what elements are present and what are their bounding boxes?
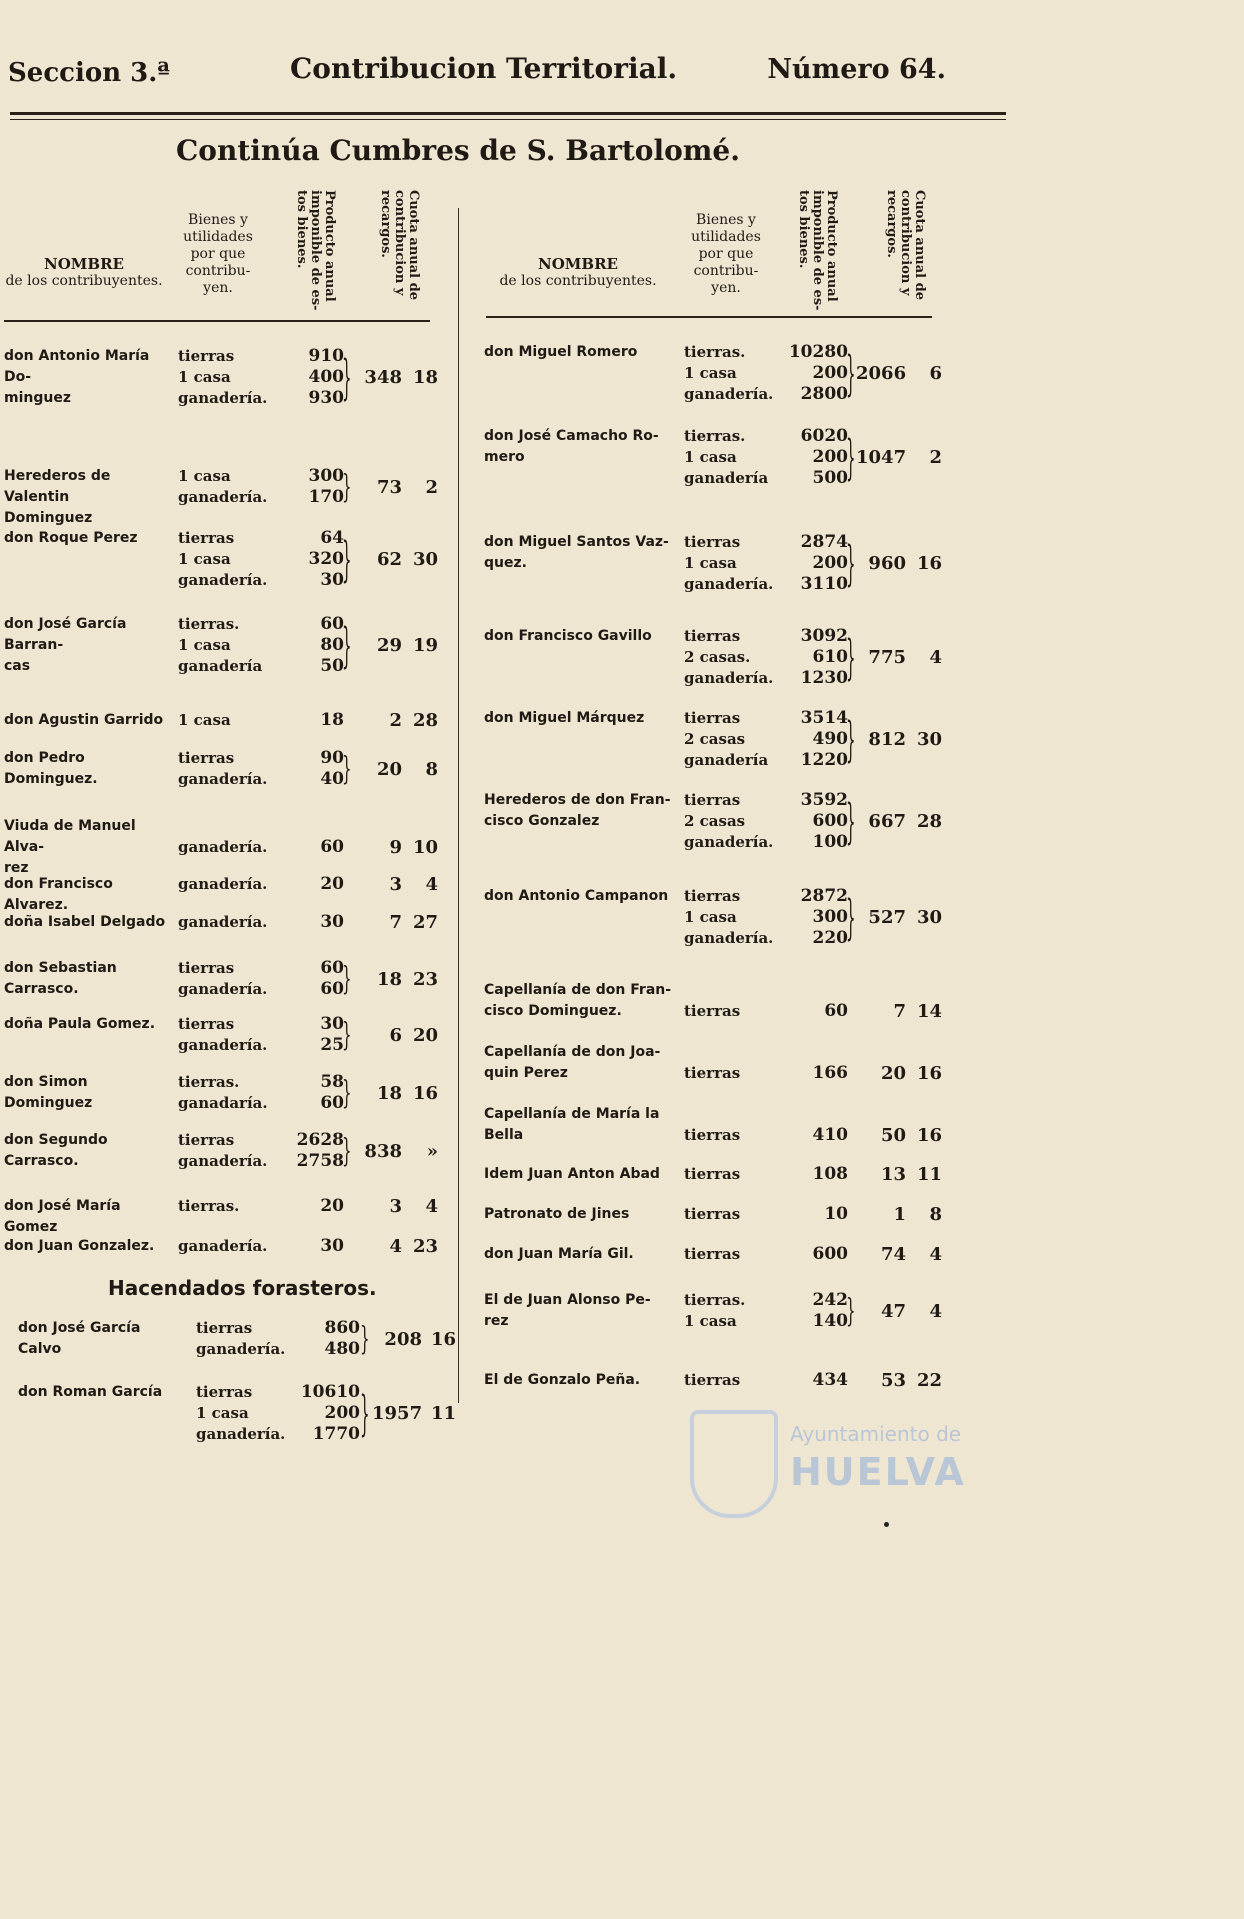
- producto-value: 64: [320, 528, 344, 548]
- contribuyente-entry: [484, 426, 954, 489]
- cuota-cents: 4: [929, 647, 942, 668]
- brace-icon: }: [846, 1292, 856, 1330]
- bien-label: tierras.: [684, 343, 746, 361]
- cuota-cents: 11: [430, 1403, 456, 1424]
- left-header-cuota: Cuota anual de contribucion y recargos.: [378, 190, 421, 300]
- contribuyente-name: don José García Calvo: [18, 1320, 141, 1357]
- contribuyente-name: don José García Barran- cas: [4, 616, 127, 674]
- producto-value: 400: [308, 367, 344, 387]
- producto-value: 3592: [800, 790, 848, 810]
- bien-label: tierras: [684, 627, 741, 645]
- producto-value: 90: [320, 748, 344, 768]
- page-dot: [884, 1522, 889, 1527]
- bien-label: ganadería.: [178, 980, 268, 998]
- bien-label: ganadería.: [196, 1340, 286, 1358]
- right-header-bienes: Bienes y utilidades por que contribu- yen.: [691, 212, 761, 296]
- cuota-value: 1047: [856, 447, 907, 468]
- bien-label: 2 casas.: [684, 648, 751, 666]
- bien-label: tierras: [178, 529, 235, 547]
- cuota-cents: 8: [929, 1204, 942, 1225]
- cuota-cents: 10: [412, 837, 438, 858]
- bien-label: 1 casa: [684, 908, 737, 926]
- bien-label: ganadería.: [178, 1152, 268, 1170]
- bien-label: tierras: [684, 1064, 741, 1082]
- contribuyente-entry: [484, 1290, 954, 1332]
- producto-value: 1770: [312, 1424, 360, 1444]
- contribuyente-name: don Miguel Romero: [484, 344, 638, 360]
- cuota-cents: 4: [425, 874, 438, 895]
- producto-value: 200: [324, 1403, 360, 1423]
- contribuyente-name: don Roman García: [18, 1384, 163, 1400]
- brace-icon: }: [342, 960, 352, 998]
- cuota-value: 9: [389, 837, 402, 858]
- brace-icon: }: [846, 711, 856, 768]
- cuota-value: 208: [384, 1328, 422, 1350]
- bien-label: ganadería.: [178, 838, 268, 856]
- bien-label: 1 casa: [178, 368, 231, 386]
- header-rule-thin: [10, 119, 1006, 120]
- producto-value: 80: [320, 635, 344, 655]
- brace-icon: }: [342, 617, 352, 674]
- bien-label: tierras: [684, 1165, 741, 1183]
- cuota-value: 13: [880, 1164, 906, 1185]
- brace-icon: }: [846, 429, 856, 486]
- cuota-value: 2066: [856, 363, 907, 384]
- contribuyente-entry: [4, 1072, 474, 1114]
- bien-label: tierras.: [684, 427, 746, 445]
- brace-icon: }: [846, 793, 856, 850]
- bien-label: tierras: [684, 1002, 741, 1020]
- contribuyente-name: don Francisco Gavillo: [484, 628, 652, 644]
- nombre-sub-label-right: de los contribuyentes.: [499, 273, 657, 289]
- contribuyente-entry: [484, 708, 954, 771]
- contribuyente-name: Patronato de Jines: [484, 1206, 630, 1222]
- nombre-label: NOMBRE: [44, 255, 124, 273]
- contribuyente-name: don Miguel Santos Vaz- quez.: [484, 534, 669, 571]
- contribuyente-entry: [4, 748, 474, 790]
- producto-value: 200: [812, 447, 848, 467]
- cuota-value: 812: [868, 729, 906, 750]
- producto-value: 600: [812, 811, 848, 831]
- cuota-value: 74: [880, 1244, 906, 1265]
- cuota-value: 1957: [372, 1403, 423, 1424]
- bien-label: 1 casa: [178, 467, 231, 485]
- brace-icon: }: [846, 535, 856, 592]
- bien-label: ganadería.: [684, 575, 774, 593]
- producto-value: 2874: [800, 532, 848, 552]
- contribuyente-entry: [4, 1196, 474, 1235]
- producto-value: 200: [812, 363, 848, 383]
- cuota-cents: 30: [412, 549, 438, 570]
- bien-label: ganadaría.: [178, 1094, 268, 1112]
- cuota-cents: 28: [916, 811, 942, 832]
- cuota-cents: 8: [425, 758, 438, 780]
- contribuyente-entry: [4, 1130, 474, 1172]
- bien-label: ganadería.: [178, 770, 268, 788]
- bien-label: tierras: [684, 533, 741, 551]
- forasteros-heading: Hacendados forasteros.: [108, 1276, 377, 1300]
- producto-value: 140: [812, 1311, 848, 1331]
- producto-value: 30: [320, 1014, 344, 1034]
- producto-value: 58: [320, 1072, 344, 1092]
- cuota-cents: 4: [929, 1244, 942, 1265]
- bien-label: ganadería.: [684, 929, 774, 947]
- contribuyente-name: Idem Juan Anton Abad: [484, 1166, 660, 1182]
- contribuyente-name: don Segundo Carrasco.: [4, 1132, 108, 1169]
- bien-label: 1 casa: [684, 364, 737, 382]
- page-header: [8, 52, 946, 92]
- contribuyente-name: don José Camacho Ro- mero: [484, 428, 659, 465]
- left-header-rule: [4, 320, 430, 322]
- producto-value: 500: [812, 468, 848, 488]
- contribuyente-entry: [484, 1244, 954, 1265]
- brace-icon: }: [342, 1132, 352, 1170]
- cuota-cents: 16: [916, 1063, 942, 1084]
- contribuyente-entry: [484, 980, 954, 1022]
- producto-value: 25: [320, 1035, 344, 1055]
- producto-value: 6020: [800, 426, 848, 446]
- producto-value: 220: [812, 928, 848, 948]
- contribuyente-name: don Agustin Garrido: [4, 712, 164, 728]
- producto-value: 860: [324, 1318, 360, 1338]
- contribuyente-entry: [484, 886, 954, 949]
- bien-label: 1 casa: [684, 554, 737, 572]
- cuota-cents: 20: [412, 1024, 438, 1046]
- contribuyente-entry: [4, 1014, 474, 1056]
- bien-label: ganadería.: [178, 1237, 268, 1255]
- bien-label: ganadería: [684, 751, 769, 769]
- cuota-cents: 30: [916, 907, 942, 928]
- cuota-cents: 16: [430, 1328, 456, 1350]
- producto-value: 10610: [300, 1382, 360, 1402]
- cuota-cents: 16: [412, 1082, 438, 1104]
- contribuyente-name: don Juan María Gil.: [484, 1246, 634, 1262]
- contribuyente-entry: [4, 874, 474, 913]
- brace-icon: }: [342, 750, 352, 788]
- producto-value: 300: [308, 466, 344, 486]
- cuota-cents: 14: [916, 1001, 942, 1022]
- cuota-value: 20: [880, 1063, 906, 1084]
- contribuyente-name: Viuda de Manuel Alva- rez: [4, 818, 136, 876]
- contribuyente-entry: [484, 342, 954, 405]
- contribuyente-entry: [4, 958, 474, 1000]
- cuota-cents: 4: [929, 1300, 942, 1322]
- producto-value: 242: [812, 1290, 848, 1310]
- cuota-value: 7: [389, 912, 402, 933]
- producto-value: 410: [812, 1125, 848, 1145]
- producto-value: 1220: [800, 750, 848, 770]
- bien-label: 2 casas: [684, 812, 746, 830]
- page-number: Número 64.: [767, 54, 946, 85]
- bien-label: ganadería.: [684, 833, 774, 851]
- contribuyente-entry: [4, 1236, 474, 1257]
- producto-value: 60: [320, 837, 344, 857]
- shield-icon: [690, 1410, 778, 1518]
- brace-icon: }: [342, 468, 352, 506]
- cuota-value: 53: [880, 1370, 906, 1391]
- contribuyente-name: Herederos de Valentin Dominguez: [4, 468, 111, 526]
- cuota-cents: 23: [412, 968, 438, 990]
- producto-value: 434: [812, 1370, 848, 1390]
- cuota-value: 50: [880, 1125, 906, 1146]
- producto-value: 3092: [800, 626, 848, 646]
- contribuyente-name: don Miguel Márquez: [484, 710, 645, 726]
- producto-value: 2872: [800, 886, 848, 906]
- contribuyente-name: don Juan Gonzalez.: [4, 1238, 155, 1254]
- bien-label: tierras.: [178, 1073, 240, 1091]
- contribuyente-entry: [484, 532, 954, 595]
- bien-label: tierras: [684, 1126, 741, 1144]
- brace-icon: }: [360, 1320, 370, 1358]
- producto-value: 2628: [296, 1130, 344, 1150]
- cuota-cents: 6: [929, 363, 942, 384]
- contribuyente-entry: [4, 816, 474, 876]
- subtitle: Continúa Cumbres de S. Bartolomé.: [176, 134, 740, 167]
- brace-icon: }: [342, 531, 352, 588]
- bien-label: 1 casa: [684, 448, 737, 466]
- brace-icon: }: [846, 889, 856, 946]
- bien-label: tierras.: [178, 1197, 240, 1215]
- producto-value: 2800: [800, 384, 848, 404]
- contribuyente-entry: [484, 1204, 954, 1225]
- bien-label: tierras: [178, 959, 235, 977]
- contribuyente-name: don Sebastian Carrasco.: [4, 960, 117, 997]
- bien-label: tierras: [178, 347, 235, 365]
- contribuyente-name: El de Gonzalo Peña.: [484, 1372, 641, 1388]
- bien-label: ganadería: [684, 469, 769, 487]
- producto-value: 300: [812, 907, 848, 927]
- bien-label: 1 casa: [196, 1404, 249, 1422]
- cuota-value: 3: [389, 874, 402, 895]
- producto-value: 480: [324, 1339, 360, 1359]
- left-header-nombre: [4, 256, 164, 290]
- producto-value: 30: [320, 1236, 344, 1256]
- cuota-value: 20: [376, 758, 402, 780]
- cuota-value: 775: [868, 647, 906, 668]
- cuota-value: 527: [868, 907, 906, 928]
- producto-value: 930: [308, 388, 344, 408]
- cuota-value: 7: [893, 1001, 906, 1022]
- contribuyente-name: Capellanía de don Joa- quin Perez: [484, 1044, 661, 1081]
- bien-label: 1 casa: [684, 1312, 737, 1330]
- header-rule: [10, 112, 1006, 115]
- left-header-bienes: Bienes y utilidades por que contribu- yen.: [183, 212, 253, 296]
- producto-value: 10280: [788, 342, 848, 362]
- nombre-label-right: NOMBRE: [538, 255, 618, 273]
- right-header-cuota: Cuota anual de contribucion y recargos.: [884, 190, 927, 300]
- bien-label: ganadería.: [196, 1425, 286, 1443]
- bien-label: tierras.: [178, 615, 240, 633]
- contribuyente-entry: [484, 626, 954, 689]
- bien-label: tierras: [684, 887, 741, 905]
- producto-value: 60: [824, 1001, 848, 1021]
- bien-label: ganadería.: [684, 385, 774, 403]
- watermark-logo: [690, 1400, 990, 1510]
- producto-value: 100: [812, 832, 848, 852]
- contribuyente-name: don José María Gomez: [4, 1198, 121, 1235]
- cuota-value: 348: [364, 367, 402, 388]
- cuota-value: 47: [880, 1300, 906, 1322]
- cuota-cents: 2: [425, 476, 438, 498]
- contribuyente-name: don Antonio Campanon: [484, 888, 669, 904]
- producto-value: 60: [320, 614, 344, 634]
- right-header-nombre: [488, 256, 668, 290]
- contribuyente-entry: [484, 790, 954, 853]
- cuota-value: 73: [376, 476, 402, 498]
- producto-value: 50: [320, 656, 344, 676]
- contribuyente-name: don Antonio María Do- minguez: [4, 348, 150, 406]
- cuota-cents: 27: [412, 912, 438, 933]
- bien-label: tierras: [178, 1015, 235, 1033]
- contribuyente-entry: [4, 528, 474, 591]
- contribuyente-entry: [4, 466, 474, 526]
- producto-value: 20: [320, 1196, 344, 1216]
- contribuyente-entry: [484, 1104, 954, 1146]
- page-title: Contribucion Territorial.: [290, 52, 678, 85]
- watermark-line2: HUELVA: [790, 1450, 966, 1494]
- right-header-producto: Producto anual imponible de es- tos bienes.: [796, 190, 839, 311]
- contribuyente-entry: [4, 710, 474, 731]
- cuota-value: 18: [376, 1082, 402, 1104]
- bien-label: ganadería.: [178, 1036, 268, 1054]
- contribuyente-name: Herederos de don Fran- cisco Gonzalez: [484, 792, 671, 829]
- producto-value: 1230: [800, 668, 848, 688]
- watermark-line1: Ayuntamiento de: [790, 1422, 962, 1446]
- cuota-cents: 18: [412, 367, 438, 388]
- producto-value: 600: [812, 1244, 848, 1264]
- producto-value: 30: [320, 912, 344, 932]
- bien-label: 1 casa: [178, 711, 231, 729]
- bien-label: tierras: [684, 791, 741, 809]
- contribuyente-name: El de Juan Alonso Pe- rez: [484, 1292, 651, 1329]
- contribuyente-entry: [4, 912, 474, 933]
- bien-label: ganadería.: [684, 669, 774, 687]
- cuota-value: 29: [376, 635, 402, 656]
- brace-icon: }: [342, 1016, 352, 1054]
- bien-label: ganadería.: [178, 913, 268, 931]
- producto-value: 200: [812, 553, 848, 573]
- cuota-value: 6: [389, 1024, 402, 1046]
- bien-label: tierras: [196, 1383, 253, 1401]
- bien-label: tierras: [684, 1205, 741, 1223]
- producto-value: 18: [320, 710, 344, 730]
- cuota-cents: 28: [412, 710, 438, 731]
- section-label: Seccion 3.ª: [8, 58, 170, 88]
- cuota-value: 4: [389, 1236, 402, 1257]
- cuota-cents: 23: [412, 1236, 438, 1257]
- contribuyente-entry: [484, 1370, 954, 1391]
- right-header-rule: [486, 316, 932, 318]
- cuota-cents: 2: [929, 447, 942, 468]
- producto-value: 170: [308, 487, 344, 507]
- producto-value: 10: [824, 1204, 848, 1224]
- brace-icon: }: [342, 1074, 352, 1112]
- bien-label: 1 casa: [178, 636, 231, 654]
- bien-label: ganadería: [178, 657, 263, 675]
- cuota-cents: 22: [916, 1370, 942, 1391]
- contribuyente-name: don Simon Dominguez: [4, 1074, 93, 1111]
- cuota-value: 3: [389, 1196, 402, 1217]
- cuota-value: 1: [893, 1204, 906, 1225]
- bien-label: tierras.: [684, 1291, 746, 1309]
- contribuyente-entry: [4, 346, 474, 409]
- cuota-value: 960: [868, 553, 906, 574]
- contribuyente-entry: [484, 1042, 954, 1084]
- producto-value: 910: [308, 346, 344, 366]
- producto-value: 320: [308, 549, 344, 569]
- cuota-cents: 16: [916, 553, 942, 574]
- cuota-value: 2: [389, 710, 402, 731]
- cuota-cents: »: [426, 1140, 438, 1162]
- cuota-cents: 19: [412, 635, 438, 656]
- contribuyente-entry: [4, 614, 474, 677]
- bien-label: 1 casa: [178, 550, 231, 568]
- brace-icon: }: [360, 1385, 370, 1442]
- bien-label: tierras: [178, 749, 235, 767]
- producto-value: 3110: [800, 574, 848, 594]
- contribuyente-name: don Pedro Dominguez.: [4, 750, 98, 787]
- bien-label: ganadería.: [178, 571, 268, 589]
- producto-value: 3514: [800, 708, 848, 728]
- producto-value: 20: [320, 874, 344, 894]
- brace-icon: }: [846, 629, 856, 686]
- contribuyente-name: don Roque Perez: [4, 530, 138, 546]
- bien-label: tierras: [684, 709, 741, 727]
- bien-label: ganadería.: [178, 875, 268, 893]
- producto-value: 166: [812, 1063, 848, 1083]
- contribuyente-name: Capellanía de don Fran- cisco Dominguez.: [484, 982, 672, 1019]
- cuota-value: 62: [376, 549, 402, 570]
- cuota-cents: 11: [916, 1164, 942, 1185]
- bien-label: tierras: [684, 1371, 741, 1389]
- bien-label: tierras: [196, 1319, 253, 1337]
- producto-value: 60: [320, 979, 344, 999]
- contribuyente-name: don Francisco Alvarez.: [4, 876, 113, 913]
- cuota-cents: 16: [916, 1125, 942, 1146]
- contribuyente-name: Capellanía de María la Bella: [484, 1106, 660, 1143]
- producto-value: 30: [320, 570, 344, 590]
- contribuyente-entry: [18, 1382, 488, 1445]
- contribuyente-name: doña Paula Gomez.: [4, 1016, 156, 1032]
- producto-value: 610: [812, 647, 848, 667]
- bien-label: tierras: [684, 1245, 741, 1263]
- cuota-cents: 4: [425, 1196, 438, 1217]
- contribuyente-entry: [18, 1318, 488, 1360]
- bien-label: ganadería.: [178, 488, 268, 506]
- cuota-value: 18: [376, 968, 402, 990]
- cuota-value: 838: [364, 1140, 402, 1162]
- cuota-value: 667: [868, 811, 906, 832]
- producto-value: 40: [320, 769, 344, 789]
- producto-value: 60: [320, 958, 344, 978]
- bien-label: ganadería.: [178, 389, 268, 407]
- left-header-producto: Producto anual imponible de es- tos bienes.: [294, 190, 337, 311]
- producto-value: 2758: [296, 1151, 344, 1171]
- contribuyente-entry: [484, 1164, 954, 1185]
- cuota-cents: 30: [916, 729, 942, 750]
- producto-value: 60: [320, 1093, 344, 1113]
- contribuyente-name: doña Isabel Delgado: [4, 914, 166, 930]
- bien-label: tierras: [178, 1131, 235, 1149]
- producto-value: 490: [812, 729, 848, 749]
- brace-icon: }: [342, 349, 352, 406]
- brace-icon: }: [846, 345, 856, 402]
- bien-label: 2 casas: [684, 730, 746, 748]
- nombre-sub-label: de los contribuyentes.: [5, 273, 163, 289]
- producto-value: 108: [812, 1164, 848, 1184]
